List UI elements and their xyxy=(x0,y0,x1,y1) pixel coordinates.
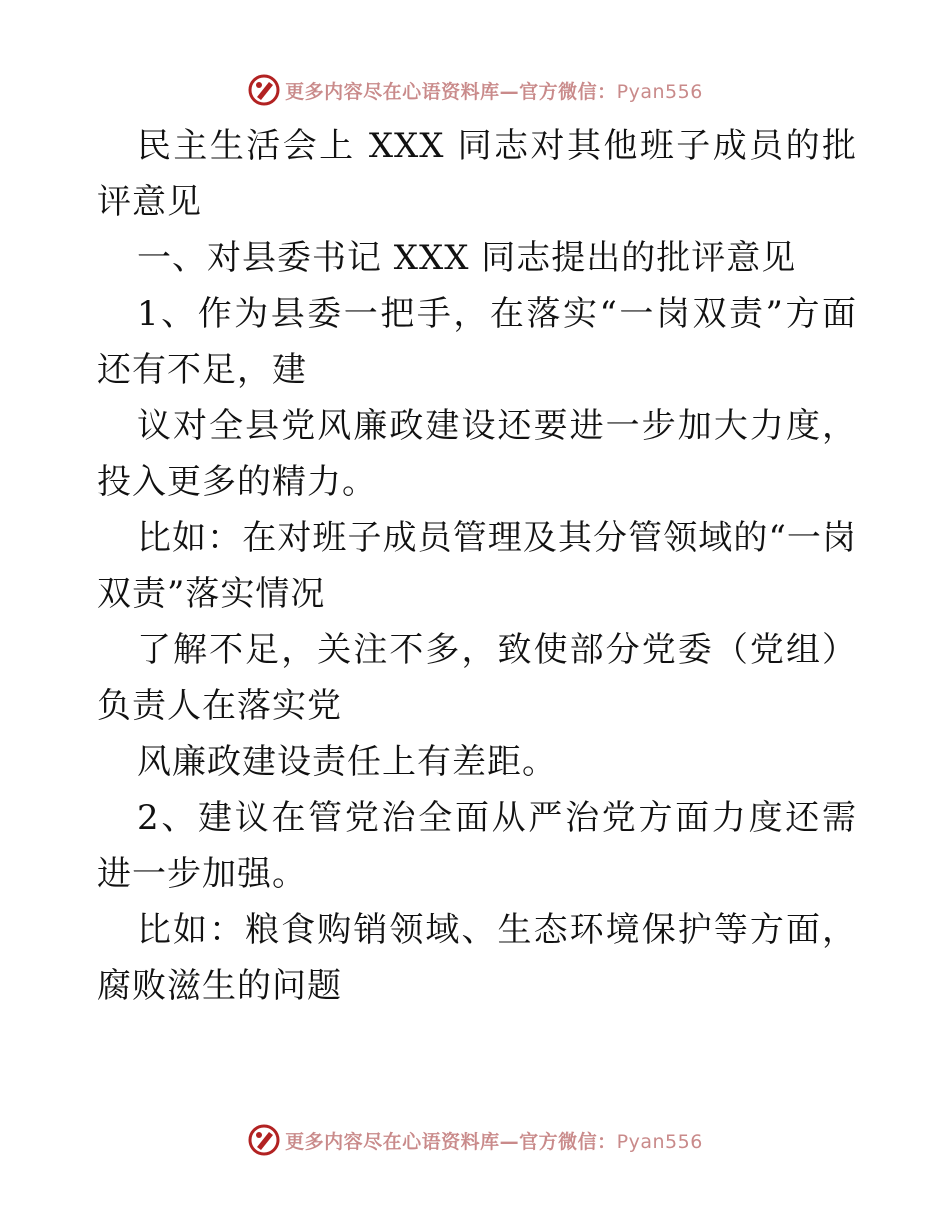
paragraph: 风廉政建设责任上有差距。 xyxy=(137,742,557,782)
paragraph: 比如：在对班子成员管理及其分管领域的“一岗双责”落实情况 xyxy=(97,518,857,614)
header-watermark xyxy=(0,70,950,110)
watermark-id: Pyan556 xyxy=(616,1130,703,1153)
watermark-text: 更多内容尽在心语资料库—官方微信：Pyan556 xyxy=(285,1130,703,1153)
brand-logo-icon xyxy=(247,73,281,107)
brand-logo-icon xyxy=(247,1123,281,1157)
document-body xyxy=(97,118,857,1014)
paragraph: 比如：粮食购销领域、生态环境保护等方面，腐败滋生的问题 xyxy=(97,910,857,1006)
paragraph: 了解不足，关注不多，致使部分党委（党组）负责人在落实党 xyxy=(97,630,857,726)
paragraph: 1、作为县委一把手，在落实“一岗双责”方面还有不足，建 xyxy=(97,294,857,390)
watermark-text: 更多内容尽在心语资料库—官方微信：Pyan556 xyxy=(285,80,703,103)
footer-watermark xyxy=(0,1120,950,1160)
paragraph: 2、建议在管党治全面从严治党方面力度还需进一步加强。 xyxy=(97,798,857,894)
document-title: 民主生活会上 XXX 同志对其他班子成员的批评意见 xyxy=(97,126,857,222)
watermark-id: Pyan556 xyxy=(616,80,703,103)
paragraph: 议对全县党风廉政建设还要进一步加大力度，投入更多的精力。 xyxy=(97,406,857,502)
section-heading: 一、对县委书记 XXX 同志提出的批评意见 xyxy=(137,238,797,278)
